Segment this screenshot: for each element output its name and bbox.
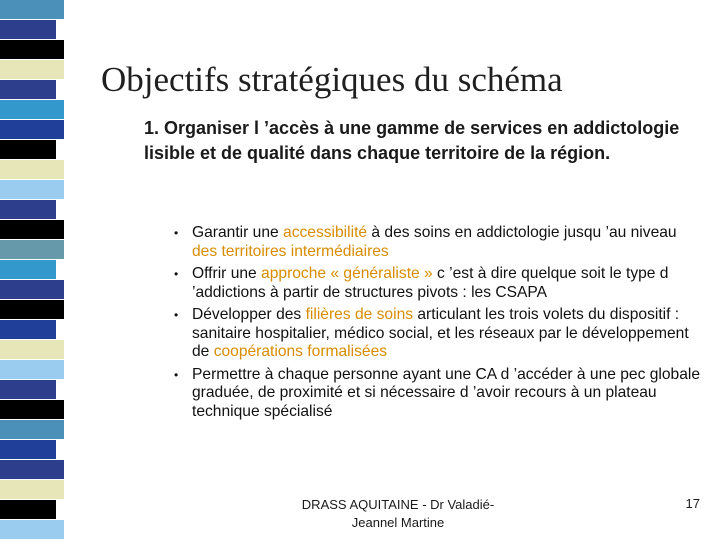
stripe-cell bbox=[0, 340, 64, 360]
stripe-cell bbox=[0, 360, 64, 380]
stripe-cell bbox=[0, 100, 64, 120]
bullet-highlight: coopérations formalisées bbox=[213, 343, 388, 360]
stripe-cell bbox=[0, 280, 64, 300]
bullet-text: c ’est à dire quelque soit le type d ’addictions à partir de structures pivots : les CSAPA bbox=[192, 265, 669, 301]
stripe-cell bbox=[0, 420, 64, 440]
page-number: 17 bbox=[685, 496, 700, 511]
stripe-cell bbox=[0, 480, 64, 500]
bullet-text: Offrir une bbox=[192, 265, 262, 282]
slide-subtitle: 1. Organiser l ’accès à une gamme de services en addictologie lisible et de qualité dans chaque territoire de la région. bbox=[144, 118, 680, 163]
bullet-item bbox=[172, 306, 702, 362]
bullet-text: articulant les trois volets du dispositif : sanitaire hospitalier, médico social, et les réseaux par le développement de bbox=[192, 306, 689, 360]
bullet-highlight: approche « généraliste » bbox=[261, 265, 433, 282]
stripe-cell bbox=[0, 140, 56, 160]
bullet-item bbox=[172, 224, 702, 261]
stripe-cell bbox=[0, 40, 64, 60]
bullet-text: Permettre à chaque personne ayant une CA d ’accéder à une pec globale graduée, de proximité et si nécessaire d ’avoir recours à un plateau technique spécialisé bbox=[192, 365, 701, 420]
bullet-list bbox=[172, 224, 702, 425]
stripe-cell bbox=[0, 380, 56, 400]
bullet-dot-icon: • bbox=[174, 226, 179, 240]
stripe-cell bbox=[0, 200, 56, 220]
stripe-cell bbox=[0, 20, 56, 40]
bullet-text: Développer des bbox=[192, 306, 306, 323]
stripe-cell bbox=[0, 0, 64, 20]
stripe-cell bbox=[0, 460, 64, 480]
bullet-dot-icon: • bbox=[174, 367, 179, 382]
stripe-cell bbox=[0, 400, 64, 420]
stripe-cell bbox=[0, 440, 56, 460]
bullet-highlight: des territoires intermédiaires bbox=[192, 242, 389, 260]
stripe-cell bbox=[0, 320, 56, 340]
stripe-cell bbox=[0, 180, 64, 200]
stripe-cell bbox=[0, 120, 64, 140]
stripe-cell bbox=[0, 80, 56, 100]
stripe-cell bbox=[0, 60, 64, 80]
bullet-text: à des soins en addictologie jusqu ’au niveau bbox=[367, 224, 677, 241]
stripe-cell bbox=[0, 260, 56, 280]
bullet-text: Garantir une bbox=[192, 224, 284, 241]
bullet-item bbox=[172, 265, 702, 302]
bullet-highlight: filières de soins bbox=[305, 306, 414, 323]
decorative-stripe bbox=[0, 0, 64, 540]
stripe-cell bbox=[0, 300, 64, 320]
footer-author: DRASS AQUITAINE - Dr Valadié-Jeannel Martine bbox=[301, 497, 495, 530]
bullet-dot-icon: • bbox=[174, 267, 179, 281]
bullet-highlight: accessibilité bbox=[283, 224, 368, 241]
stripe-cell bbox=[0, 160, 64, 180]
stripe-cell bbox=[0, 520, 64, 540]
stripe-cell bbox=[0, 220, 64, 240]
slide-title: Objectifs stratégiques du schéma bbox=[101, 60, 563, 99]
bullet-item bbox=[172, 366, 702, 422]
stripe-cell bbox=[0, 500, 56, 520]
stripe-cell bbox=[0, 240, 64, 260]
bullet-dot-icon: • bbox=[174, 308, 179, 322]
